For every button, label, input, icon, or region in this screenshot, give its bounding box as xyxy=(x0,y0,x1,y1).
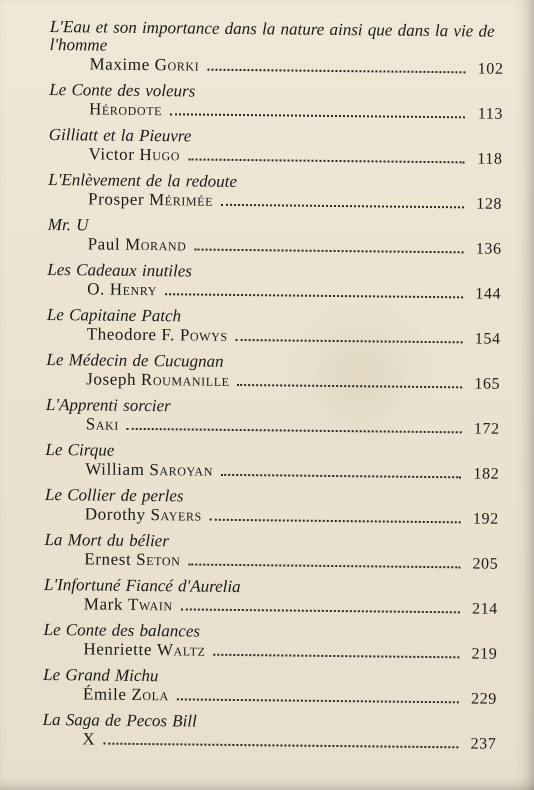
story-title: Le Médecin de Cucugnan xyxy=(46,349,224,371)
page-number: 172 xyxy=(473,420,500,438)
dot-leader xyxy=(221,204,464,209)
author-name: X xyxy=(82,729,96,749)
dot-leader xyxy=(170,113,465,118)
story-title: Gilliatt et la Pieuvre xyxy=(48,124,192,146)
author-name: O. Henry xyxy=(87,279,158,300)
page-number: 128 xyxy=(476,195,503,213)
page-number: 113 xyxy=(477,105,504,123)
author-name: Henriette Waltz xyxy=(83,639,206,660)
story-title: La Saga de Pecos Bill xyxy=(42,709,197,731)
author-name: William Saroyan xyxy=(85,459,214,480)
author-row xyxy=(49,54,503,80)
story-title: Le Conte des balances xyxy=(43,619,201,641)
toc-entry xyxy=(47,260,501,305)
author-row xyxy=(47,279,501,305)
toc-entry xyxy=(46,350,500,395)
story-title: Le Capitaine Patch xyxy=(46,304,182,326)
page-number: 102 xyxy=(477,60,504,78)
page-number: 192 xyxy=(472,510,499,528)
page-number: 144 xyxy=(475,285,502,303)
page-number: 118 xyxy=(477,150,503,168)
author-name: Ernest Seton xyxy=(84,549,181,570)
toc-entry xyxy=(43,620,497,665)
dot-leader xyxy=(213,654,459,659)
dot-leader xyxy=(188,158,464,163)
author-row xyxy=(46,414,500,440)
table-of-contents xyxy=(42,18,504,760)
dot-leader xyxy=(238,384,463,388)
author-name: Victor Hugo xyxy=(88,144,181,165)
toc-entry xyxy=(49,18,504,80)
toc-entry xyxy=(48,215,502,260)
dot-leader xyxy=(207,69,465,74)
author-name: Prosper Mérimée xyxy=(88,189,214,210)
author-row xyxy=(48,144,502,170)
dot-leader xyxy=(177,698,459,703)
story-title: Le Cirque xyxy=(45,439,115,460)
dot-leader xyxy=(165,293,463,298)
author-name: Joseph Roumanille xyxy=(86,369,230,390)
author-name: Émile Zola xyxy=(82,684,169,705)
toc-entry xyxy=(48,125,502,170)
dot-leader xyxy=(221,474,461,479)
author-name: Mark Twain xyxy=(83,594,173,615)
story-title: L'Apprenti sorcier xyxy=(45,394,171,416)
page-number: 205 xyxy=(472,555,499,573)
dot-leader xyxy=(127,428,462,434)
page-number: 214 xyxy=(471,600,498,618)
story-title: Le Conte des voleurs xyxy=(49,79,196,101)
author-row xyxy=(46,369,500,395)
author-row xyxy=(47,324,501,350)
toc-entry xyxy=(48,170,502,215)
author-row xyxy=(48,189,502,215)
story-title: L'Eau et son importance dans la nature ainsi que dans la vie de l'homme xyxy=(49,17,495,55)
toc-entry xyxy=(45,485,499,530)
author-row xyxy=(48,234,502,260)
author-name: Paul Morand xyxy=(87,234,187,255)
author-row xyxy=(45,459,499,485)
dot-leader xyxy=(210,519,461,524)
story-title: L'Enlèvement de la redoute xyxy=(48,169,238,191)
dot-leader xyxy=(188,563,460,568)
author-name: Theodore F. Powys xyxy=(86,324,228,345)
dot-leader xyxy=(103,743,458,749)
author-row xyxy=(42,729,496,755)
toc-entry xyxy=(44,575,498,620)
toc-entry xyxy=(44,530,498,575)
author-name: Saki xyxy=(85,414,120,434)
author-row xyxy=(45,504,499,530)
story-title: Le Collier de perles xyxy=(44,484,184,506)
author-row xyxy=(43,684,497,710)
page-number: 154 xyxy=(474,330,501,348)
page-number: 219 xyxy=(471,645,498,663)
page-number: 182 xyxy=(473,465,500,483)
dot-leader xyxy=(181,608,460,613)
author-name: Maxime Gorki xyxy=(89,54,200,75)
page-number: 136 xyxy=(475,240,502,258)
page-number: 229 xyxy=(470,690,497,708)
story-title: Les Cadeaux inutiles xyxy=(47,259,193,281)
dot-leader xyxy=(236,339,463,343)
author-row xyxy=(49,99,503,125)
author-name: Dorothy Sayers xyxy=(84,504,202,525)
toc-entry xyxy=(47,305,501,350)
toc-entry xyxy=(42,710,496,755)
story-title: La Mort du bélier xyxy=(44,529,169,551)
author-name: Hérodote xyxy=(88,99,163,120)
toc-entry xyxy=(46,395,500,440)
page-number: 237 xyxy=(470,735,497,753)
dot-leader xyxy=(194,249,463,254)
toc-entry xyxy=(45,440,499,485)
page-number: 165 xyxy=(474,375,501,393)
story-title: L'Infortuné Fiancé d'Aurelia xyxy=(43,574,241,597)
author-row xyxy=(44,549,498,575)
toc-entry xyxy=(43,665,497,710)
toc-entry xyxy=(49,80,503,125)
author-row xyxy=(44,594,498,620)
story-title: Mr. U xyxy=(47,214,89,235)
author-row xyxy=(43,639,497,665)
story-title: Le Grand Michu xyxy=(43,664,159,686)
